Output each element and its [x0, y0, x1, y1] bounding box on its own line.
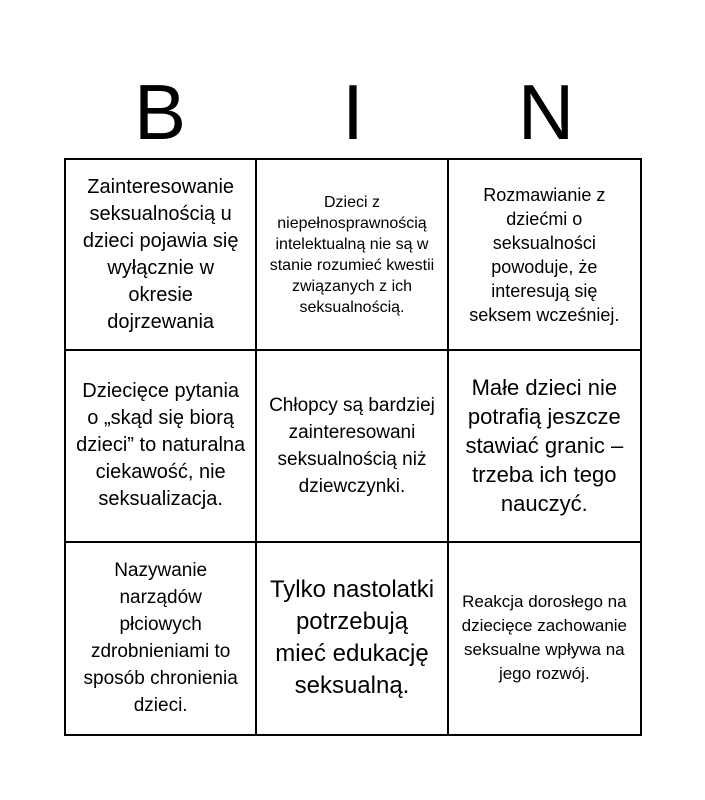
bingo-cell-text: Rozmawianie z dziećmi o seksualności powoduje, że interesują się seksem wcześniej.	[469, 184, 620, 325]
bingo-header	[64, 70, 642, 155]
bingo-cell-text: Dzieci z niepełnosprawnością intelektualną nie są w stanie rozumieć kwestii związanych z ich seksualnością.	[269, 193, 435, 316]
bingo-cell-text: Małe dzieci nie potrafią jeszcze stawiać granic – trzeba ich tego nauczyć.	[465, 375, 624, 517]
bingo-cell[interactable]	[449, 543, 640, 734]
bingo-cell-text: Zainteresowanie seksualnością u dzieci pojawia się wyłącznie w okresie dojrzewania	[82, 175, 239, 333]
bingo-cell[interactable]	[66, 351, 257, 542]
bingo-cell[interactable]	[66, 160, 257, 351]
bingo-cell-text: Chłopcy są bardziej zainteresowani seksualnością niż dziewczynki.	[269, 394, 435, 497]
bingo-cell[interactable]	[257, 543, 448, 734]
bingo-cell[interactable]	[257, 160, 448, 351]
bingo-cell-text: Nazywanie narządów płciowych zdrobnieniami to sposób chronienia dzieci.	[83, 560, 238, 717]
header-letter-i: I	[342, 68, 364, 156]
bingo-cell[interactable]	[449, 160, 640, 351]
bingo-cell-text: Tylko nastolatki potrzebują mieć edukację seksualną.	[269, 576, 435, 700]
bingo-cell[interactable]	[66, 543, 257, 734]
header-letter-n: N	[517, 68, 575, 156]
header-letter-b: B	[133, 68, 187, 156]
bingo-cell-text: Dziecięce pytania o „skąd się biorą dzieci” to naturalna ciekawość, nie seksualizacja.	[76, 380, 246, 511]
bingo-cell[interactable]	[449, 351, 640, 542]
bingo-cell-text: Reakcja dorosłego na dziecięce zachowanie seksualne wpływa na jego rozwój.	[461, 592, 628, 684]
bingo-board	[64, 158, 642, 736]
bingo-cell[interactable]	[257, 351, 448, 542]
